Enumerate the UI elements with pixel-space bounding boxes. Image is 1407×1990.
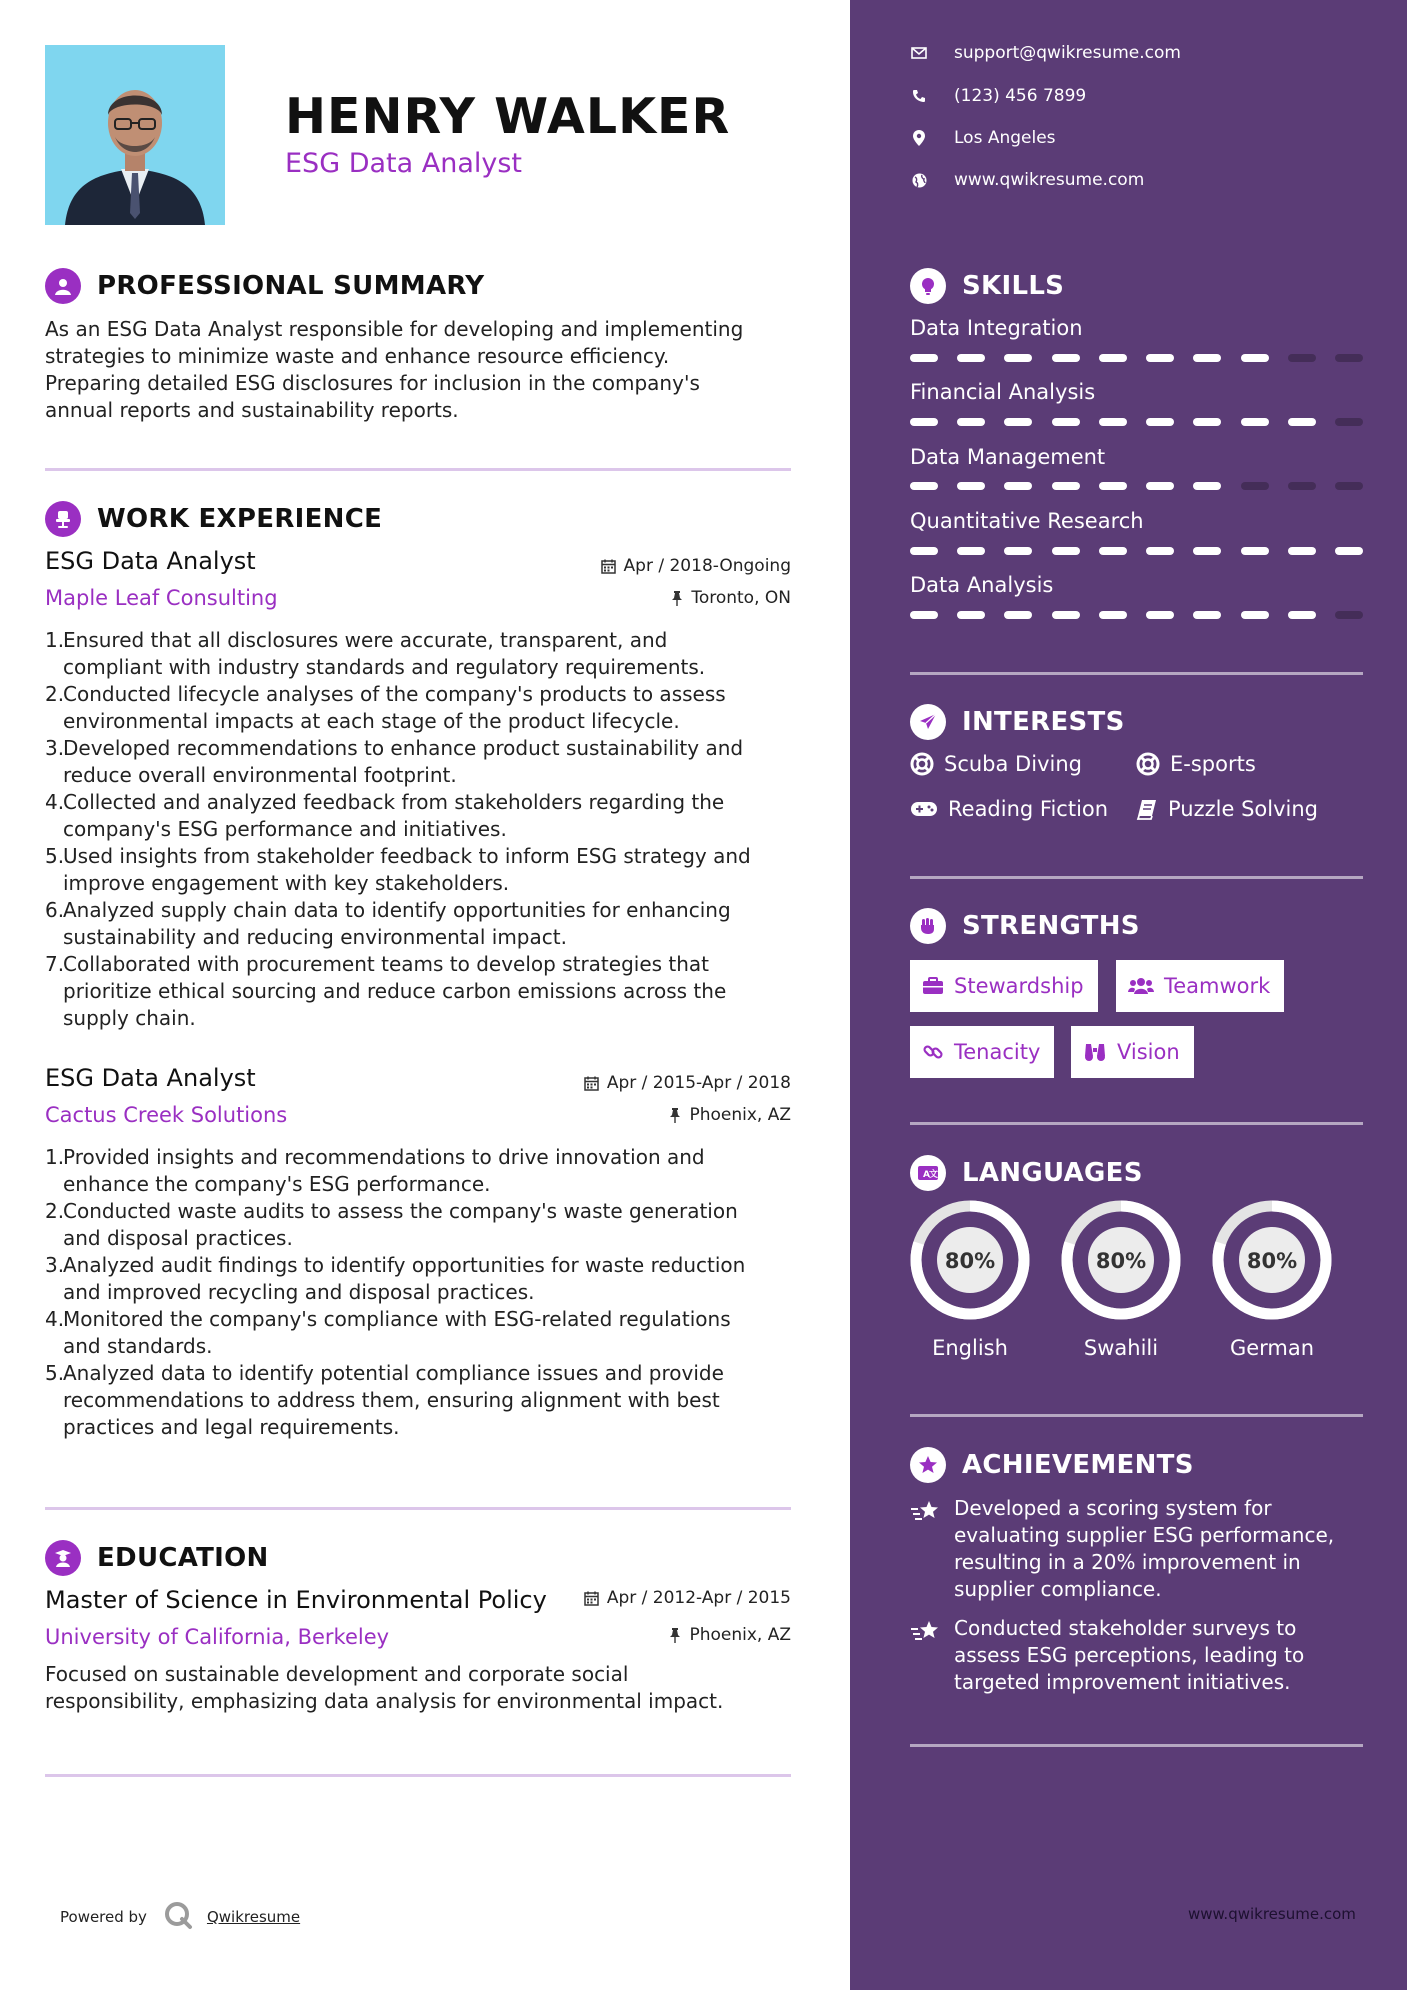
- skill-name: Data Analysis: [910, 573, 1054, 597]
- candidate-name: HENRY WALKER: [285, 88, 731, 145]
- svg-text:文: 文: [929, 1170, 939, 1180]
- pin-icon: [669, 1628, 681, 1643]
- skill-segment: [910, 482, 938, 490]
- map-marker-icon: [910, 130, 928, 146]
- education-date: Apr / 2012-Apr / 2015: [584, 1588, 791, 1608]
- achievement-item: Conducted stakeholder surveys to assess ESG perceptions, leading to targeted improvement initiatives.: [910, 1615, 1370, 1696]
- interest-item: Puzzle Solving: [1136, 797, 1318, 821]
- interests-header: [910, 704, 1125, 740]
- skill-segment: [1052, 547, 1080, 555]
- list-item: 6. Analyzed supply chain data to identify opportunities for enhancing sustainability and reducing environmental impact.: [45, 898, 731, 949]
- skill-level-bar: [910, 418, 1363, 426]
- powered-by: Powered by Qwikresume: [60, 1900, 300, 1934]
- job-date: Apr / 2015-Apr / 2018: [584, 1073, 791, 1093]
- list-item: 3. Developed recommendations to enhance product sustainability and reduce overall environmental footprint.: [45, 736, 744, 787]
- skill-segment: [1288, 354, 1316, 362]
- skills-heading: SKILLS: [962, 271, 1065, 301]
- divider: [910, 1744, 1363, 1747]
- language-percent: 80%: [1246, 1249, 1298, 1273]
- education-description: Focused on sustainable development and corporate social responsibility, emphasizing data analysis for environmental impact.: [45, 1662, 724, 1713]
- achievements-header: [910, 1447, 1194, 1483]
- school-name: University of California, Berkeley: [45, 1625, 390, 1649]
- skill-segment: [1288, 547, 1316, 555]
- skill-segment: [1004, 418, 1032, 426]
- language-name: English: [932, 1336, 1008, 1360]
- strength-badge: Stewardship: [910, 960, 1098, 1012]
- language-name: Swahili: [1083, 1336, 1159, 1360]
- degree-title: Master of Science in Environmental Policy: [45, 1586, 547, 1614]
- qwikresume-logo-icon: [163, 1900, 193, 1934]
- skill-segment: [1052, 611, 1080, 619]
- divider: [45, 468, 791, 471]
- job-company: Cactus Creek Solutions: [45, 1103, 288, 1127]
- list-item: 4. Monitored the company's compliance with ESG-related regulations and standards.: [45, 1307, 731, 1358]
- binoculars-icon: [1083, 1042, 1107, 1062]
- list-item: 2. Conducted waste audits to assess the company's waste generation and disposal practices.: [45, 1199, 738, 1250]
- contact-website: www.qwikresume.com: [910, 170, 1144, 190]
- list-item: 7. Collaborated with procurement teams to develop strategies that prioritize ethical sourcing and reduce carbon emissions across the supply chain.: [45, 952, 727, 1030]
- summary-text: As an ESG Data Analyst responsible for developing and implementing strategies to minimize waste and enhance resource efficiency. Preparing detailed ESG disclosures for inclusion in the company's annual reports and sustainability reports.: [45, 317, 744, 422]
- phone-icon: [910, 89, 928, 103]
- skill-level-bar: [910, 611, 1363, 619]
- divider: [45, 1774, 791, 1777]
- contact-phone: (123) 456 7899: [910, 86, 1086, 106]
- list-item: 1. Ensured that all disclosures were accurate, transparent, and compliant with industry standards and regulatory requirements.: [45, 628, 706, 679]
- strengths-heading: STRENGTHS: [962, 911, 1140, 941]
- languages-heading: LANGUAGES: [962, 1158, 1143, 1188]
- skill-segment: [1146, 482, 1174, 490]
- job-location: Toronto, ON: [671, 588, 791, 608]
- skill-segment: [1241, 482, 1269, 490]
- briefcase-icon: [922, 977, 944, 995]
- interest-item: Scuba Diving: [910, 752, 1082, 776]
- language-gauge: [1211, 1199, 1333, 1325]
- paper-plane-icon: [910, 704, 946, 740]
- translate-icon: [910, 1155, 946, 1191]
- skill-segment: [1241, 611, 1269, 619]
- language-gauge: [909, 1199, 1031, 1325]
- skill-segment: [1288, 418, 1316, 426]
- list-item: 1. Provided insights and recommendations to drive innovation and enhance the company's ESG performance.: [45, 1145, 705, 1196]
- job-duties: [45, 627, 805, 1032]
- interest-item: Reading Fiction: [910, 797, 1108, 821]
- achievements-heading: ACHIEVEMENTS: [962, 1450, 1194, 1480]
- fist-icon: [910, 908, 946, 944]
- list-item: 4. Collected and analyzed feedback from stakeholders regarding the company's ESG performance and initiatives.: [45, 790, 725, 841]
- divider: [910, 1414, 1363, 1417]
- star-badge-icon: [910, 1447, 946, 1483]
- list-item: 2. Conducted lifecycle analyses of the company's products to assess environmental impacts at each stage of the product lifecycle.: [45, 682, 726, 733]
- education-location: Phoenix, AZ: [669, 1625, 791, 1645]
- skill-segment: [1004, 354, 1032, 362]
- globe-icon: [910, 173, 928, 188]
- candidate-title: ESG Data Analyst: [285, 148, 523, 179]
- chair-icon: [45, 501, 81, 537]
- skill-name: Quantitative Research: [910, 509, 1144, 533]
- skill-segment: [1146, 547, 1174, 555]
- skill-segment: [957, 418, 985, 426]
- strength-badge: Tenacity: [910, 1026, 1054, 1078]
- skill-segment: [957, 611, 985, 619]
- education-heading: EDUCATION: [97, 1543, 269, 1573]
- calendar-icon: [584, 1591, 599, 1606]
- language-percent: 80%: [1095, 1249, 1147, 1273]
- language-gauge: [1060, 1199, 1182, 1325]
- skill-segment: [1193, 482, 1221, 490]
- divider: [45, 1507, 791, 1510]
- user-icon: [45, 268, 81, 304]
- skill-level-bar: [910, 354, 1363, 362]
- list-item: 5. Used insights from stakeholder feedback to inform ESG strategy and improve engagement with key stakeholders.: [45, 844, 751, 895]
- divider: [910, 1122, 1363, 1125]
- skill-segment: [910, 418, 938, 426]
- skill-segment: [1146, 418, 1174, 426]
- skill-segment: [1004, 482, 1032, 490]
- languages-header: [910, 1155, 1143, 1191]
- strengths-header: [910, 908, 1140, 944]
- skill-segment: [1335, 418, 1363, 426]
- skill-segment: [1288, 482, 1316, 490]
- skill-segment: [1052, 354, 1080, 362]
- language-ring: [909, 1199, 1031, 1321]
- skill-name: Data Integration: [910, 316, 1083, 340]
- skill-segment: [1004, 547, 1032, 555]
- skill-segment: [1288, 611, 1316, 619]
- skill-segment: [910, 354, 938, 362]
- language-percent: 80%: [944, 1249, 996, 1273]
- shooting-star-icon: [910, 1619, 942, 1645]
- interests-heading: INTERESTS: [962, 707, 1125, 737]
- envelope-icon: [910, 47, 928, 59]
- skill-segment: [1004, 611, 1032, 619]
- book-icon: [1136, 798, 1158, 820]
- contact-email: support@qwikresume.com: [910, 43, 1181, 63]
- skill-segment: [1193, 611, 1221, 619]
- divider: [910, 876, 1363, 879]
- pin-icon: [671, 591, 683, 606]
- skill-segment: [1241, 547, 1269, 555]
- job-title: ESG Data Analyst: [45, 547, 256, 575]
- skill-segment: [1099, 418, 1127, 426]
- education-header: [45, 1540, 269, 1576]
- pin-icon: [669, 1108, 681, 1123]
- summary-heading: PROFESSIONAL SUMMARY: [97, 271, 485, 301]
- skill-segment: [1099, 354, 1127, 362]
- experience-heading: WORK EXPERIENCE: [97, 504, 383, 534]
- shooting-star-icon: [910, 1499, 942, 1525]
- skill-segment: [1241, 418, 1269, 426]
- skill-segment: [1146, 354, 1174, 362]
- skill-segment: [1193, 418, 1221, 426]
- job-title: ESG Data Analyst: [45, 1064, 256, 1092]
- divider: [910, 672, 1363, 675]
- skill-segment: [1335, 354, 1363, 362]
- skills-header: [910, 268, 1064, 304]
- skill-level-bar: [910, 547, 1363, 555]
- summary-header: [45, 268, 484, 304]
- language-name: German: [1229, 1336, 1315, 1360]
- skill-segment: [1335, 547, 1363, 555]
- language-ring: [1211, 1199, 1333, 1321]
- experience-header: [45, 501, 382, 537]
- skill-segment: [1241, 354, 1269, 362]
- skill-segment: [1052, 482, 1080, 490]
- job-company: Maple Leaf Consulting: [45, 586, 278, 610]
- skill-level-bar: [910, 482, 1363, 490]
- link-icon: [922, 1041, 944, 1063]
- graduate-icon: [45, 1540, 81, 1576]
- strength-badge: Vision: [1071, 1026, 1194, 1078]
- skill-segment: [910, 547, 938, 555]
- achievement-item: Developed a scoring system for evaluating supplier ESG performance, resulting in a 20% improvement in supplier compliance.: [910, 1495, 1370, 1603]
- skill-segment: [1335, 611, 1363, 619]
- skill-segment: [910, 611, 938, 619]
- footer-website[interactable]: www.qwikresume.com: [1188, 1905, 1356, 1923]
- list-item: 3. Analyzed audit findings to identify opportunities for waste reduction and improved recycling and disposal practices.: [45, 1253, 746, 1304]
- skill-segment: [1099, 611, 1127, 619]
- interest-item: E-sports: [1136, 752, 1256, 776]
- profile-photo: [45, 45, 225, 225]
- job-date: Apr / 2018-Ongoing: [601, 556, 791, 576]
- gamepad-icon: [910, 800, 938, 818]
- calendar-icon: [601, 559, 616, 574]
- qwikresume-link[interactable]: Qwikresume: [206, 1908, 301, 1926]
- skill-segment: [1099, 547, 1127, 555]
- skill-segment: [1193, 547, 1221, 555]
- svg-text:A: A: [923, 1170, 930, 1180]
- skill-segment: [1193, 354, 1221, 362]
- life-ring-icon: [1136, 752, 1160, 776]
- life-ring-icon: [910, 752, 934, 776]
- list-item: 5. Analyzed data to identify potential compliance issues and provide recommendations to address them, ensuring alignment with best practices and legal requirements.: [45, 1361, 724, 1439]
- language-ring: [1060, 1199, 1182, 1321]
- skill-segment: [957, 354, 985, 362]
- skill-name: Data Management: [910, 445, 1106, 469]
- skill-segment: [957, 547, 985, 555]
- job-location: Phoenix, AZ: [669, 1105, 791, 1125]
- skill-name: Financial Analysis: [910, 380, 1096, 404]
- skill-segment: [1335, 482, 1363, 490]
- skill-segment: [1146, 611, 1174, 619]
- strength-badge: Teamwork: [1116, 960, 1284, 1012]
- lightbulb-icon: [910, 268, 946, 304]
- skill-segment: [1099, 482, 1127, 490]
- skill-segment: [1052, 418, 1080, 426]
- users-icon: [1128, 977, 1154, 995]
- job-duties: [45, 1144, 805, 1441]
- calendar-icon: [584, 1076, 599, 1091]
- skill-segment: [957, 482, 985, 490]
- contact-location: Los Angeles: [910, 128, 1056, 148]
